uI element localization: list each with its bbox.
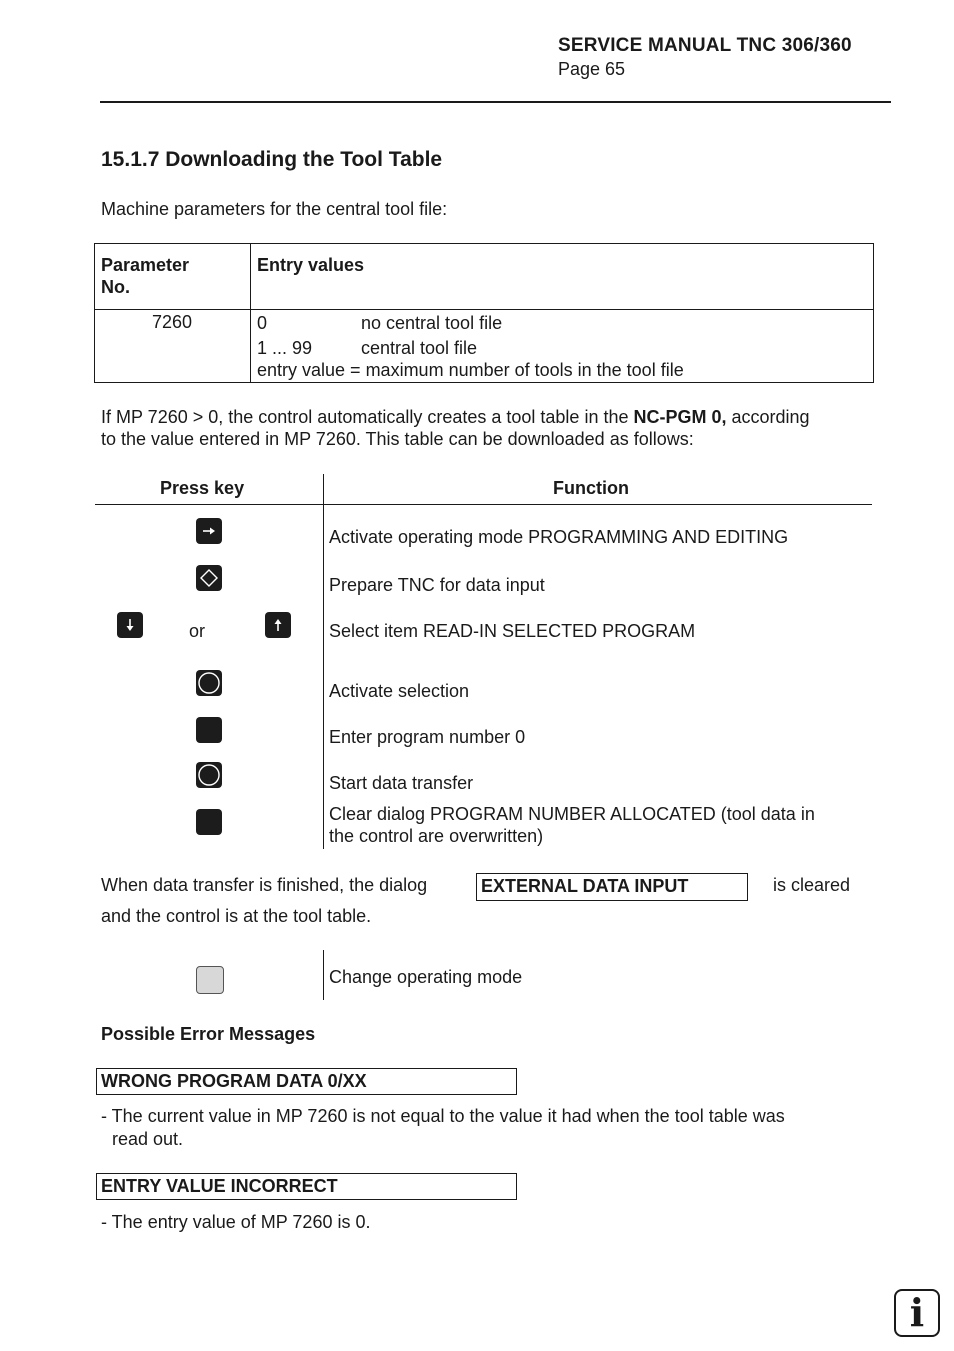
key-table-column-divider	[323, 474, 324, 849]
paragraph-text: If MP 7260 > 0, the control automatically creates a tool table in the	[101, 407, 634, 427]
paragraph-text: according	[726, 407, 810, 427]
blank-key-icon	[196, 809, 222, 835]
function-text: Activate selection	[329, 681, 470, 701]
section-title: 15.1.7 Downloading the Tool Table	[101, 148, 443, 171]
function-text: Select item READ-IN SELECTED PROGRAM	[329, 621, 696, 641]
external-data-input-dialog: EXTERNAL DATA INPUT	[476, 873, 748, 901]
function-text: Activate operating mode PROGRAMMING AND EDITING	[329, 527, 789, 547]
grey-key-icon	[196, 966, 224, 994]
key-table-header-divider	[95, 504, 872, 505]
function-header: Function	[553, 478, 629, 498]
parameter-table	[94, 243, 874, 383]
info-glyph: i	[909, 1290, 925, 1335]
function-text: Start data transfer	[329, 773, 474, 793]
function-text: Prepare TNC for data input	[329, 575, 545, 595]
manual-title: SERVICE MANUAL TNC 306/360	[558, 35, 852, 56]
error-description: read out.	[112, 1129, 184, 1149]
entry-desc: central tool file	[361, 338, 478, 358]
page-number: Page 65	[558, 59, 626, 79]
entry-note: entry value = maximum number of tools in the tool file	[257, 360, 684, 380]
entry-value: 1 ... 99	[257, 338, 313, 358]
paragraph-line1	[101, 406, 810, 428]
arrow-up-key-icon	[265, 612, 291, 638]
intro-text: Machine parameters for the central tool file:	[101, 199, 448, 219]
program-name: NC-PGM 0,	[633, 407, 727, 427]
function-text: Enter program number 0	[329, 727, 526, 747]
info-icon	[894, 1289, 940, 1337]
header-divider	[100, 101, 891, 103]
circle-key-icon	[196, 762, 222, 788]
error-message-box: ENTRY VALUE INCORRECT	[96, 1173, 517, 1200]
arrow-right-key-icon	[196, 518, 222, 544]
function-text: Clear dialog PROGRAM NUMBER ALLOCATED (tool data in	[329, 804, 815, 824]
param-header-line1: Parameter	[101, 255, 190, 275]
paragraph-line2: to the value entered in MP 7260. This table can be downloaded as follows:	[101, 429, 694, 449]
entry-value: 0	[257, 313, 268, 333]
param-header-line2: No.	[101, 277, 130, 297]
entry-values-header: Entry values	[257, 255, 365, 275]
circle-key-icon	[196, 670, 222, 696]
transfer-note-line2: and the control is at the tool table.	[101, 906, 372, 926]
table-column-divider	[250, 244, 251, 382]
arrow-down-key-icon	[117, 612, 143, 638]
transfer-note-text: When data transfer is finished, the dialog	[101, 875, 428, 895]
press-key-header: Press key	[160, 478, 245, 498]
error-description: - The entry value of MP 7260 is 0.	[101, 1212, 371, 1232]
error-description: - The current value in MP 7260 is not equal to the value it had when the tool table was	[101, 1106, 785, 1126]
function-text: Change operating mode	[329, 967, 523, 987]
or-label: or	[189, 621, 206, 641]
blank-key-icon	[196, 717, 222, 743]
function-text: the control are overwritten)	[329, 826, 544, 846]
transfer-note-text: is cleared	[773, 875, 851, 895]
param-number: 7260	[152, 312, 193, 332]
error-message-box: WRONG PROGRAM DATA 0/XX	[96, 1068, 517, 1095]
mode-row-divider	[323, 950, 324, 1000]
diamond-key-icon	[196, 565, 222, 591]
entry-desc: no central tool file	[361, 313, 503, 333]
errors-title: Possible Error Messages	[101, 1024, 316, 1044]
table-divider	[95, 309, 873, 310]
